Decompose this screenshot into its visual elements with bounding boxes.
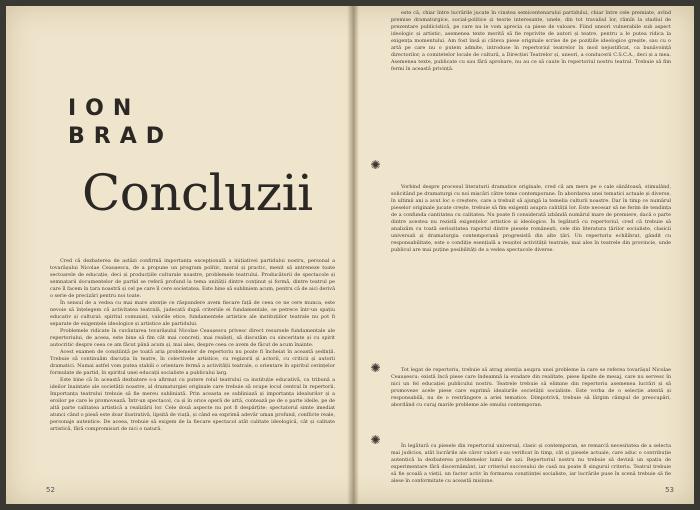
paragraph: Vorbind despre procesul literaturii dramatice originale, cred că am mers pe o cale sănătoasă, stimulând, solicitând pe dramaturgi cu noi mișcări către teme contemporane. În abordarea unei tematici actuale și diverse, în ultimii ani a avut loc o creștere, care a trebuit să ajungă la temelia culturii noastre. Dar în timp ce numărul pieselor originale jucate crește, trebuie să fim exigenți asupra calității lor. Este necesar să ne ferim de tendința de a confunda cantitatea cu calitatea. Nu poate fi considerată izbândă numărul mare de premiere, dacă o parte dintre acestea nu rezistă exigențelor artistice și ideologice. În legătură cu repertoriul, cred că trebuie să analizăm cu toată seriozitatea raportul dintre piesele românești, cele din literatura țărilor socialiste, clasicii universali și dramaturgia contemporană progresistă din alte țări. Un repertoriu echilibrat, gândit cu responsabilitate, este o condiție esențială a reușitei activității teatrale, mai ales în teatrele din provincie, unde publicul are mai puține posibilități de a vedea spectacole diverse.	[391, 184, 671, 253]
paragraph: Problemele ridicate în cuvântarea tovarășului Nicolae Ceaușescu privesc direct resursele fundamentale ale repertoriului, de aceea, este bine să fim cât mai concreți, mai realiști, să discutăm cu sinceritate și cu spirit autocritic despre ceea ce am făcut până acum și, mai ales, despre ceea ce avem de făcut de acum înainte.	[50, 328, 335, 348]
paragraph: este că, chiar între lucrările jucate în cinstea semicentenarului partidului, chiar între cele premiate, avînd premise dramaturgice, social-politice și teorie interesante, unele, din tot travaliul lor, rămîn la stadiul de prezentare publicistică, pe care nu le vom aprecia ca piese de valoare. Fiind uneori vulnerabile sub aspect ideologic și artistic, asemenea texte merită să fie reprivite de autori și teatre, pentru a le putea ridica la exigența momentului. Am fost însă și câteva piese originale scrise de pe pozițiile ideologice greșite, sau cu o artă pe care nu o putem admite, introduse în repertoriul teatrelor în mod nejustificat, ca bunăvoință directorilor, a comitetelor locale de cultură, a Direcției Teatrelor și, uneori, a conducerii C.S.C.A., deci și a mea. Asemenea texte, publicate cu sau fără aprobare, nu au ce să caute în repertoriul nostru teatral. Trebuie să fim fermi în această privință.	[391, 10, 671, 72]
ornament-icon: ✺	[370, 433, 381, 447]
paragraph: Cred că dezbaterea de astăzi confirmă importanța excepțională a inițiativei partidului nostru, personal a tovarășului Nicolae Ceaușescu, de a propune un program politic, moral și practic, menit să antreneze toate sectoarele de educație, deci și producțiile culturale noastre, problemele teatrului. Producătorii de spectacole și semnatarii documentelor de partid se referă profund la tema unității dintre conținut și formă, dintre teatrul pe care îl facem în țara noastră și cel pe care îl cere societatea. Este bine să subliniem acum, pentru că de aici derivă o serie de precizări pentru noi toate.	[50, 258, 335, 299]
right-section-3	[391, 367, 671, 409]
right-section-2	[391, 184, 671, 254]
paragraph: Tot legat de repertoriu, trebuie să atrag atenția asupra unei probleme la care se referea tovarășul Nicolae Ceaușescu: există încă piese care îndeamnă la evadare din realitate, piese lipsite de mesaj, care nu servesc în nici un fel educației publicului nostru. Teatrele trebuie să elimine din repertoriu asemenea lucrări și să promoveze acele piese care exprimă idealurile societății socialiste. Este vorba de o selecție atentă și responsabilă, nu de o restrângere a ariei tematice. Dimpotrivă, trebuie să lărgim câmpul de preocupări, abordând cu curaj marile probleme ale omului contemporan.	[391, 367, 671, 408]
right-page	[357, 6, 694, 504]
left-body-text	[50, 258, 335, 433]
ornament-icon: ✺	[370, 361, 381, 375]
left-page	[6, 6, 349, 504]
paragraph: Acest examen de conștiință pe toată aria problemelor de repertoriu nu poate fi încheiat în această ședință. Trebuie să continuăm discuția în teatre, în colectivele artistice, cu regizorii și actorii, cu criticii și autorii dramatici. Numai astfel vom putea stabili o orientare fermă a activității teatrale, o orientare în spiritul cerințelor formulate de partid, în spiritul unei educații socialiste a publicului larg.	[50, 349, 335, 376]
page-number: 52	[46, 486, 55, 494]
author-last-name: BRAD	[68, 124, 173, 149]
ornament-icon: ✺	[370, 158, 381, 172]
paragraph: Este bine că în această dezbatere s-a afirmat cu putere rolul teatrului ca instituție educativă, ca tribună a ideilor înaintate ale societății noastre, al dramaturgiei originale care trebuie să ocupe locul central în repertorii. Importanța teatrului trebuie să fie mereu subliniată. Prin aceasta se subliniază și importanța idealurilor și a eroilor pe care le promovează. Într-un spectacol, ca și în orice operă de artă, contează pe de o parte ideile, pe de altă parte calitatea artistică a realizării lor. Cele două aspecte nu pot fi despărțite: spectatorul simte imediat atunci când o piesă este doar ilustrativă, lipsită de viață, și când ea exprimă adevăr uman profund, conflicte reale, personaje autentice. De aceea, trebuie să exigem de la fiecare spectacol atât calitate ideologică, cât și calitate artistică, fără compromisuri de nici o natură.	[50, 377, 335, 432]
paragraph: În sensul de a vedea cu mai mare atenție ce răspundere avem fiecare față de ceea ce ne cere munca, este nevoie să înțelegem că activitatea teatrală, judecată după criteriile ei fundamentale, se petrece într-un spațiu educativ și cultural: spiritul comunist, valorile etice, fundamentele artistice ale instituțiilor teatrale nu pot fi separate de exigențele ideologice și artistice ale partidului.	[50, 300, 335, 327]
author-first-name: ION	[68, 96, 141, 121]
book-spread	[6, 6, 694, 504]
right-section-4	[391, 443, 671, 485]
chapter-title: Concluzii	[82, 164, 313, 222]
page-number: 53	[665, 486, 674, 494]
right-section-1	[391, 10, 671, 73]
paragraph: În legătură cu piesele din repertoriul universal, clasic și contemporan, se remarcă necesitatea de a selecta mai judicios, atât lucrările ale căror valori s-au verificat în timp, cât și piesele actuale, care aduc o contribuție autentică la dezbaterea problemelor lumii de azi. Repertoriul nostru nu trebuie să devină un spațiu de experimentare fără discernământ, iar criteriul succesului de casă nu poate fi singurul criteriu. Teatrul trebuie să fie școală a vieții, un factor activ în formarea conștiinței socialiste, iar lucrările puse în scenă trebuie să fie alese în conformitate cu această misiune.	[391, 443, 671, 484]
